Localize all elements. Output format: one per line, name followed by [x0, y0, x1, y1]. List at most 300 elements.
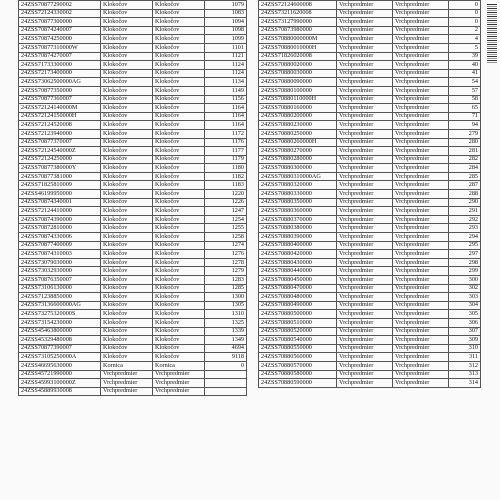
cadastral-area-cell: Vrchpredmier: [337, 52, 393, 61]
municipality-cell: Vrchpredmier: [393, 138, 449, 147]
cadastral-area-cell: Klokočov: [101, 233, 153, 242]
parcel-id-cell: 24ZSS70880200000: [259, 112, 337, 121]
table-row: [259, 86, 481, 95]
municipality-cell: Vrchpredmier: [393, 18, 449, 27]
municipality-cell: Klokočov: [153, 344, 205, 353]
cadastral-area-cell: Vrchpredmier: [101, 387, 153, 396]
municipality-cell: Klokočov: [153, 104, 205, 113]
table-row: [19, 276, 247, 285]
number-cell: 1124: [205, 69, 247, 78]
table-row: [259, 215, 481, 224]
municipality-cell: Vrchpredmier: [393, 86, 449, 95]
number-cell: 1176: [205, 138, 247, 147]
cadastral-area-cell: Vrchpredmier: [337, 155, 393, 164]
parcel-id-cell: 24ZSS70880520000: [259, 327, 337, 336]
parcel-id-cell: 24ZSS70880510000: [259, 318, 337, 327]
table-row: [19, 69, 247, 78]
number-cell: 1349: [205, 336, 247, 345]
table-row: [19, 353, 247, 362]
number-cell: 1099: [205, 35, 247, 44]
number-cell: 1164: [205, 112, 247, 121]
table-row: [19, 233, 247, 242]
parcel-id-cell: 24ZSS70877360007: [19, 95, 101, 104]
number-cell: 1279: [205, 267, 247, 276]
number-cell: [205, 379, 247, 388]
parcel-id-cell: 24ZSS70877310000W: [19, 43, 101, 52]
parcel-id-cell: 24ZSS72124140000M: [19, 104, 101, 113]
municipality-cell: Vrchpredmier: [393, 9, 449, 18]
table-row: [259, 267, 481, 276]
municipality-cell: Klokočov: [153, 18, 205, 27]
municipality-cell: Klokočov: [153, 258, 205, 267]
number-cell: 4: [449, 35, 481, 44]
table-row: [259, 164, 481, 173]
municipality-cell: Vrchpredmier: [393, 164, 449, 173]
barcode-mark: [487, 4, 497, 64]
number-cell: 287: [449, 181, 481, 190]
number-cell: 0: [449, 18, 481, 27]
cadastral-area-cell: Vrchpredmier: [337, 104, 393, 113]
municipality-cell: Klokočov: [153, 215, 205, 224]
municipality-cell: Klokočov: [153, 301, 205, 310]
table-row: [259, 147, 481, 156]
parcel-id-cell: 24ZSS70876350007: [19, 276, 101, 285]
table-row: [19, 267, 247, 276]
parcel-id-cell: 24ZSS45329480008: [19, 336, 101, 345]
table-row: [19, 379, 247, 388]
number-cell: 1283: [205, 276, 247, 285]
right-table: [258, 0, 481, 388]
number-cell: 0: [449, 9, 481, 18]
table-row: [259, 69, 481, 78]
table-row: [19, 155, 247, 164]
number-cell: 1226: [205, 198, 247, 207]
table-row: [19, 250, 247, 259]
cadastral-area-cell: Vrchpredmier: [337, 207, 393, 216]
number-cell: 304: [449, 301, 481, 310]
municipality-cell: Vrchpredmier: [393, 267, 449, 276]
parcel-id-cell: 24ZSS70874330006: [19, 233, 101, 242]
municipality-cell: Klokočov: [153, 327, 205, 336]
municipality-cell: Vrchpredmier: [393, 43, 449, 52]
cadastral-area-cell: Klokočov: [101, 129, 153, 138]
cadastral-area-cell: Vrchpredmier: [337, 1, 393, 10]
table-row: [19, 104, 247, 113]
municipality-cell: Vrchpredmier: [153, 370, 205, 379]
cadastral-area-cell: Vrchpredmier: [337, 361, 393, 370]
municipality-cell: Vrchpredmier: [393, 172, 449, 181]
parcel-id-cell: 24ZSS72124250000: [19, 155, 101, 164]
municipality-cell: Klokočov: [153, 95, 205, 104]
municipality-cell: Klokočov: [153, 190, 205, 199]
cadastral-area-cell: Klokočov: [101, 121, 153, 130]
number-cell: 293: [449, 224, 481, 233]
cadastral-area-cell: Vrchpredmier: [101, 370, 153, 379]
cadastral-area-cell: Klokočov: [101, 138, 153, 147]
number-cell: 1182: [205, 172, 247, 181]
parcel-id-cell: 24ZSS71826020008: [259, 52, 337, 61]
number-cell: 1258: [205, 233, 247, 242]
parcel-id-cell: 24ZSS70880270000: [259, 147, 337, 156]
table-row: [259, 52, 481, 61]
number-cell: 300: [449, 276, 481, 285]
municipality-cell: Vrchpredmier: [393, 258, 449, 267]
parcel-id-cell: 24ZSS70880330000: [259, 190, 337, 199]
cadastral-area-cell: Klokočov: [101, 310, 153, 319]
parcel-id-cell: 24ZSS70880110000H: [259, 95, 337, 104]
number-cell: 1285: [205, 284, 247, 293]
table-row: [259, 327, 481, 336]
municipality-cell: Klokočov: [153, 207, 205, 216]
parcel-id-cell: 24ZSS72173400000: [19, 69, 101, 78]
number-cell: 58: [449, 95, 481, 104]
cadastral-area-cell: Vrchpredmier: [337, 198, 393, 207]
parcel-id-cell: 24ZSS70880090000: [259, 78, 337, 87]
number-cell: 57: [449, 86, 481, 95]
table-row: [19, 336, 247, 345]
table-row: [19, 293, 247, 302]
cadastral-area-cell: Klokočov: [101, 52, 153, 61]
number-cell: 1310: [205, 310, 247, 319]
cadastral-area-cell: Vrchpredmier: [337, 35, 393, 44]
table-row: [259, 138, 481, 147]
parcel-id-cell: 24ZSS70880100000: [259, 86, 337, 95]
municipality-cell: Vrchpredmier: [393, 78, 449, 87]
cadastral-area-cell: Klokočov: [101, 318, 153, 327]
parcel-id-cell: 24ZSS70880590000: [259, 379, 337, 388]
parcel-id-cell: 24ZSS70880230000: [259, 121, 337, 130]
number-cell: 305: [449, 310, 481, 319]
number-cell: 291: [449, 207, 481, 216]
table-row: [19, 95, 247, 104]
table-row: [259, 190, 481, 199]
left-table: [18, 0, 247, 396]
cadastral-area-cell: Vrchpredmier: [337, 9, 393, 18]
table-row: [259, 379, 481, 388]
cadastral-area-cell: Klokočov: [101, 172, 153, 181]
parcel-id-cell: 24ZSS70880020000: [259, 61, 337, 70]
parcel-id-cell: 24ZSS73106130000: [19, 284, 101, 293]
table-row: [19, 215, 247, 224]
cadastral-area-cell: Vrchpredmier: [337, 43, 393, 52]
municipality-cell: Vrchpredmier: [393, 26, 449, 35]
cadastral-area-cell: Vrchpredmier: [337, 164, 393, 173]
number-cell: 0: [205, 361, 247, 370]
table-row: [259, 336, 481, 345]
municipality-cell: Klokočov: [153, 284, 205, 293]
parcel-id-cell: 24ZSS70877400009: [19, 241, 101, 250]
table-row: [19, 164, 247, 173]
number-cell: 297: [449, 250, 481, 259]
number-cell: 279: [449, 129, 481, 138]
municipality-cell: Klokočov: [153, 26, 205, 35]
parcel-id-cell: 24ZSS70880560000: [259, 353, 337, 362]
number-cell: 302: [449, 284, 481, 293]
cadastral-area-cell: Klokočov: [101, 1, 153, 10]
number-cell: 1220: [205, 190, 247, 199]
parcel-id-cell: 24ZSS70880450000: [259, 276, 337, 285]
parcel-id-cell: 24ZSS70880470000: [259, 284, 337, 293]
parcel-id-cell: 24ZSS70877380000Y: [19, 164, 101, 173]
municipality-cell: Vrchpredmier: [393, 69, 449, 78]
parcel-id-cell: 24ZSS70880540000: [259, 336, 337, 345]
table-row: [19, 198, 247, 207]
table-row: [19, 190, 247, 199]
number-cell: [205, 387, 247, 396]
municipality-cell: Vrchpredmier: [393, 293, 449, 302]
table-row: [19, 241, 247, 250]
table-row: [259, 43, 481, 52]
table-row: [19, 138, 247, 147]
cadastral-area-cell: Vrchpredmier: [337, 344, 393, 353]
cadastral-area-cell: Vrchpredmier: [337, 121, 393, 130]
number-cell: 1300: [205, 293, 247, 302]
municipality-cell: Vrchpredmier: [393, 310, 449, 319]
cadastral-area-cell: Vrchpredmier: [337, 181, 393, 190]
table-row: [259, 233, 481, 242]
parcel-id-cell: 24ZSS45463800000: [19, 327, 101, 336]
number-cell: 5: [449, 43, 481, 52]
parcel-id-cell: 24ZSS70880430000: [259, 258, 337, 267]
municipality-cell: Vrchpredmier: [153, 379, 205, 388]
table-row: [19, 35, 247, 44]
number-cell: 282: [449, 155, 481, 164]
table-row: [259, 18, 481, 27]
table-row: [259, 155, 481, 164]
parcel-id-cell: 24ZSS70880480000: [259, 293, 337, 302]
table-row: [19, 86, 247, 95]
parcel-id-cell: 24ZSS46199950000: [19, 190, 101, 199]
cadastral-area-cell: Vrchpredmier: [337, 284, 393, 293]
parcel-id-cell: 24ZSS70880380000: [259, 224, 337, 233]
number-cell: 290: [449, 198, 481, 207]
cadastral-area-cell: Klokočov: [101, 267, 153, 276]
municipality-cell: Klokočov: [153, 293, 205, 302]
parcel-id-cell: 24ZSS72124410000: [19, 207, 101, 216]
number-cell: [205, 370, 247, 379]
cadastral-area-cell: Klokočov: [101, 276, 153, 285]
number-cell: 4694: [205, 344, 247, 353]
table-row: [259, 276, 481, 285]
number-cell: 9118: [205, 353, 247, 362]
number-cell: 1094: [205, 18, 247, 27]
cadastral-area-cell: Klokočov: [101, 353, 153, 362]
number-cell: 288: [449, 190, 481, 199]
number-cell: 284: [449, 164, 481, 173]
parcel-id-cell: 24ZSS45993100000Z: [19, 379, 101, 388]
municipality-cell: Vrchpredmier: [393, 198, 449, 207]
cadastral-area-cell: Vrchpredmier: [337, 18, 393, 27]
parcel-id-cell: 24ZSS70874310003: [19, 250, 101, 259]
cadastral-area-cell: Klokočov: [101, 215, 153, 224]
cadastral-area-cell: Vrchpredmier: [337, 112, 393, 121]
table-row: [259, 353, 481, 362]
municipality-cell: Vrchpredmier: [393, 301, 449, 310]
number-cell: 1339: [205, 327, 247, 336]
cadastral-area-cell: Klokočov: [101, 69, 153, 78]
municipality-cell: Klokočov: [153, 112, 205, 121]
municipality-cell: Klokočov: [153, 241, 205, 250]
table-row: [19, 284, 247, 293]
number-cell: 1083: [205, 9, 247, 18]
table-row: [259, 370, 481, 379]
parcel-id-cell: 24ZSS73136600000AG: [19, 301, 101, 310]
table-row: [19, 1, 247, 10]
left-table-body: [19, 1, 247, 396]
municipality-cell: Vrchpredmier: [393, 353, 449, 362]
cadastral-area-cell: Klokočov: [101, 43, 153, 52]
municipality-cell: Vrchpredmier: [393, 361, 449, 370]
table-row: [19, 344, 247, 353]
parcel-id-cell: 24ZSS70880320000: [259, 181, 337, 190]
cadastral-area-cell: Vrchpredmier: [337, 318, 393, 327]
cadastral-area-cell: Vrchpredmier: [337, 233, 393, 242]
cadastral-area-cell: Vrchpredmier: [337, 86, 393, 95]
municipality-cell: Kornica: [153, 361, 205, 370]
cadastral-area-cell: Klokočov: [101, 250, 153, 259]
municipality-cell: Klokočov: [153, 43, 205, 52]
parcel-id-cell: 24ZSS70880280000: [259, 155, 337, 164]
cadastral-area-cell: Klokočov: [101, 327, 153, 336]
cadastral-area-cell: Vrchpredmier: [337, 61, 393, 70]
cadastral-area-cell: Vrchpredmier: [337, 267, 393, 276]
cadastral-area-cell: Vrchpredmier: [337, 301, 393, 310]
number-cell: 285: [449, 172, 481, 181]
table-row: [259, 207, 481, 216]
parcel-id-cell: 24ZSS72124600008: [259, 1, 337, 10]
table-row: [259, 9, 481, 18]
cadastral-area-cell: Klokočov: [101, 35, 153, 44]
municipality-cell: Vrchpredmier: [393, 284, 449, 293]
table-row: [19, 9, 247, 18]
municipality-cell: Vrchpredmier: [393, 112, 449, 121]
cadastral-area-cell: Vrchpredmier: [337, 250, 393, 259]
municipality-cell: Vrchpredmier: [393, 233, 449, 242]
cadastral-area-cell: Klokočov: [101, 258, 153, 267]
municipality-cell: Klokočov: [153, 35, 205, 44]
cadastral-area-cell: Vrchpredmier: [337, 69, 393, 78]
parcel-id-cell: 24ZSS70874270007: [19, 52, 101, 61]
table-row: [19, 318, 247, 327]
table-row: [259, 198, 481, 207]
cadastral-area-cell: Vrchpredmier: [337, 26, 393, 35]
cadastral-area-cell: Klokočov: [101, 301, 153, 310]
number-cell: 313: [449, 370, 481, 379]
cadastral-area-cell: Klokočov: [101, 18, 153, 27]
parcel-id-cell: 24ZSS73079030000: [19, 258, 101, 267]
number-cell: 280: [449, 138, 481, 147]
municipality-cell: Vrchpredmier: [393, 241, 449, 250]
municipality-cell: Vrchpredmier: [393, 190, 449, 199]
parcel-id-cell: 24ZSS70880310000AG: [259, 172, 337, 181]
municipality-cell: Klokočov: [153, 353, 205, 362]
parcel-id-cell: 24ZSS73032930000: [19, 267, 101, 276]
table-row: [259, 224, 481, 233]
number-cell: 295: [449, 241, 481, 250]
table-row: [19, 258, 247, 267]
parcel-id-cell: 24ZSS70877381000: [19, 172, 101, 181]
number-cell: 1325: [205, 318, 247, 327]
table-row: [259, 344, 481, 353]
number-cell: 41: [449, 69, 481, 78]
parcel-id-cell: 24ZSS70872810000: [19, 224, 101, 233]
table-row: [19, 112, 247, 121]
number-cell: 1276: [205, 250, 247, 259]
municipality-cell: Klokočov: [153, 336, 205, 345]
municipality-cell: Klokočov: [153, 9, 205, 18]
cadastral-area-cell: Klokočov: [101, 95, 153, 104]
cadastral-area-cell: Vrchpredmier: [337, 190, 393, 199]
table-row: [259, 318, 481, 327]
number-cell: 1183: [205, 181, 247, 190]
cadastral-area-cell: Vrchpredmier: [337, 172, 393, 181]
table-row: [259, 310, 481, 319]
cadastral-area-cell: Vrchpredmier: [337, 241, 393, 250]
municipality-cell: Vrchpredmier: [393, 276, 449, 285]
table-row: [259, 129, 481, 138]
parcel-id-cell: 24ZSS70877300000: [19, 18, 101, 27]
parcel-id-cell: 24ZSS70880370000: [259, 215, 337, 224]
cadastral-area-cell: Vrchpredmier: [337, 215, 393, 224]
parcel-id-cell: 24ZSS70880550000: [259, 344, 337, 353]
number-cell: 298: [449, 258, 481, 267]
municipality-cell: Vrchpredmier: [393, 370, 449, 379]
cadastral-area-cell: Vrchpredmier: [337, 293, 393, 302]
number-cell: 1134: [205, 78, 247, 87]
number-cell: 307: [449, 327, 481, 336]
cadastral-area-cell: Vrchpredmier: [337, 370, 393, 379]
municipality-cell: Vrchpredmier: [393, 215, 449, 224]
municipality-cell: Vrchpredmier: [393, 250, 449, 259]
municipality-cell: Vrchpredmier: [393, 35, 449, 44]
parcel-id-cell: 24ZSS70880250000: [259, 129, 337, 138]
number-cell: 1149: [205, 86, 247, 95]
table-row: [259, 301, 481, 310]
table-row: [19, 26, 247, 35]
parcel-id-cell: 24ZSS71733300000: [19, 61, 101, 70]
parcel-id-cell: 24ZSS70880440000: [259, 267, 337, 276]
cadastral-area-cell: Vrchpredmier: [337, 353, 393, 362]
municipality-cell: Klokočov: [153, 61, 205, 70]
number-cell: 1164: [205, 104, 247, 113]
table-row: [259, 1, 481, 10]
number-cell: 94: [449, 121, 481, 130]
number-cell: 306: [449, 318, 481, 327]
municipality-cell: Klokočov: [153, 233, 205, 242]
number-cell: 1098: [205, 26, 247, 35]
table-row: [19, 224, 247, 233]
cadastral-area-cell: Klokočov: [101, 241, 153, 250]
number-cell: 1180: [205, 164, 247, 173]
table-row: [259, 181, 481, 190]
cadastral-area-cell: Vrchpredmier: [337, 336, 393, 345]
municipality-cell: Vrchpredmier: [393, 327, 449, 336]
parcel-id-cell: 24ZSS72124150000H: [19, 112, 101, 121]
municipality-cell: Vrchpredmier: [153, 387, 205, 396]
cadastral-area-cell: Klokočov: [101, 164, 153, 173]
municipality-cell: Klokočov: [153, 172, 205, 181]
municipality-cell: Klokočov: [153, 224, 205, 233]
number-cell: 1247: [205, 207, 247, 216]
number-cell: 281: [449, 147, 481, 156]
table-row: [19, 301, 247, 310]
parcel-id-cell: 24ZSS70877290002: [19, 1, 101, 10]
table-row: [19, 361, 247, 370]
municipality-cell: Klokočov: [153, 155, 205, 164]
cadastral-area-cell: Klokočov: [101, 293, 153, 302]
parcel-id-cell: 24ZSS70880350000: [259, 198, 337, 207]
municipality-cell: Klokočov: [153, 310, 205, 319]
